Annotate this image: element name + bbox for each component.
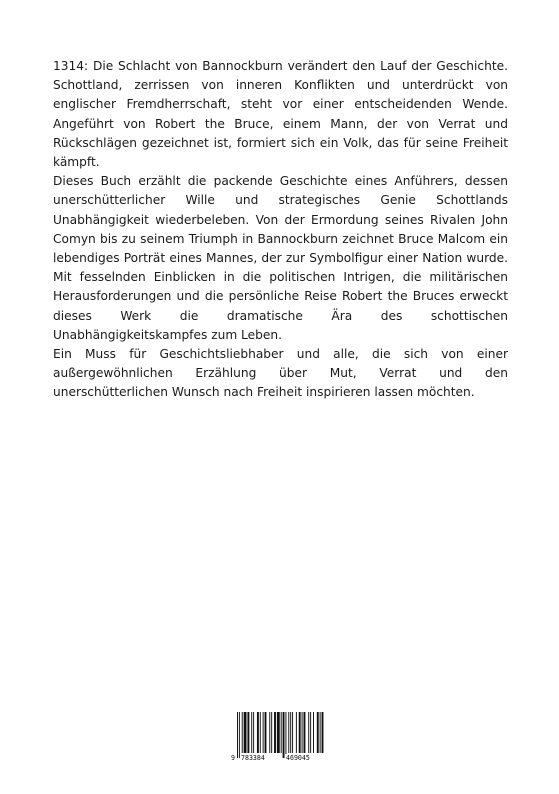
barcode-digits-right: 469045 — [286, 754, 310, 762]
blurb-paragraph-1: 1314: Die Schlacht von Bannockburn verändert den Lauf der Geschichte. Schottland, zerrissen von inneren Konflikten und unterdrückt von englischer Fremdherrschaft, steht vor einer entscheidenden Wende. Angeführt von Robert the Bruce, einem Mann, der von Verrat und Rückschlägen gezeichnet ist, formiert sich ein Volk, das für seine Freiheit kämpft. — [53, 59, 508, 170]
blurb-paragraph-2: Dieses Buch erzählt die packende Geschichte eines Anführers, dessen unerschütterlicher Wille und strategisches Genie Schottlands Unabhängigkeit wiederbeleben. Von der Ermordung seines Rivalen John Comyn bis zu seinem Triumph in Bannockburn zeichnet Bruce Malcom ein lebendiges Porträt eines Mannes, der zur Symbolfigur einer Nation wurde. Mit fesselnden Einblicken in die politischen Intrigen, die militärischen Herausforderungen und die persönliche Reise Robert the Bruces erweckt dieses Werk die dramatische Ära des schottischen Unabhängigkeitskampfes zum Leben. — [53, 174, 508, 342]
barcode-digits — [229, 754, 330, 766]
isbn-barcode — [229, 710, 330, 767]
barcode-bars — [229, 710, 330, 758]
barcode-digit-first: 9 — [231, 754, 235, 762]
back-cover-blurb — [53, 57, 508, 403]
blurb-paragraph-3: Ein Muss für Geschichtsliebhaber und alle, die sich von einer außergewöhnlichen Erzählung über Mut, Verrat und den unerschütterlichen Wunsch nach Freiheit inspirieren lassen möchten. — [53, 347, 508, 400]
barcode-digits-left: 783384 — [241, 754, 265, 762]
